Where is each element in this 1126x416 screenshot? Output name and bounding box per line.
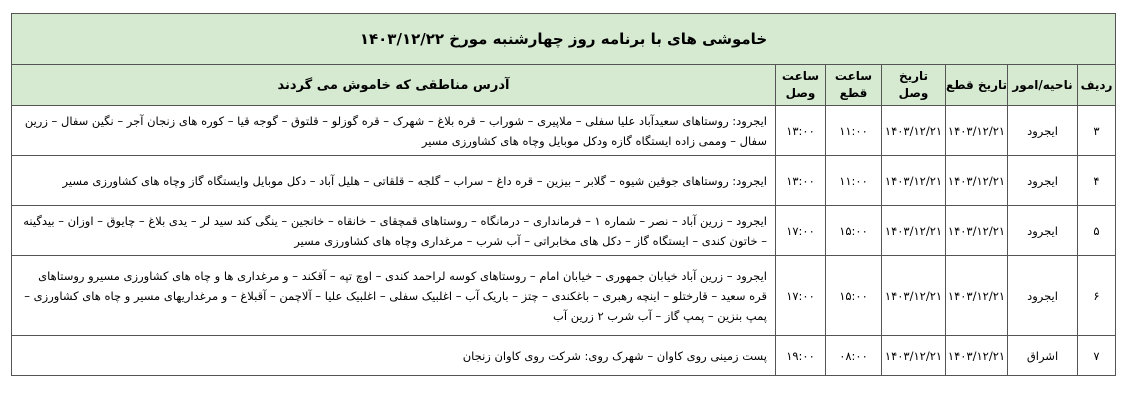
table-row — [12, 256, 1116, 336]
table-row — [12, 156, 1116, 206]
cell-row-no: ۳ — [1078, 106, 1116, 156]
header-connect-date: تاریخ وصل — [882, 65, 946, 106]
cell-area: ایجرود — [1008, 106, 1078, 156]
cell-cut-time: ۱۱:۰۰ — [826, 156, 882, 206]
table-row — [12, 106, 1116, 156]
cell-connect-time: ۱۳:۰۰ — [776, 156, 826, 206]
cell-address: ایجرود: روستاهای سعیدآباد علیا سفلی – ملاپیری – شوراب – قره بلاغ – شهرک – قره گوزلو – قلتوق – گوجه قیا – کوره های زنجان آجر – نگین سفال – زرین سفال – وممی زاده ایستگاه گازه ودکل موبایل وچاه های کشاورزی مسیر — [12, 106, 776, 156]
cell-connect-date: ۱۴۰۳/۱۲/۲۱ — [882, 106, 946, 156]
header-area: ناحیه/امور — [1008, 65, 1078, 106]
outage-table-container — [11, 13, 1115, 376]
cell-address: ایجرود: روستاهای جوقین شیوه – گلابر – بیزین – قره داغ – سراب – گلجه – قلقاتی – هلیل آباد – دکل موبایل وایستگاه گاز وچاه های کشاورزی مسیر — [12, 156, 776, 206]
header-cut-time: ساعت قطع — [826, 65, 882, 106]
cell-row-no: ۶ — [1078, 256, 1116, 336]
cell-cut-date: ۱۴۰۳/۱۲/۲۱ — [946, 106, 1008, 156]
cell-area: ایجرود — [1008, 256, 1078, 336]
cell-connect-date: ۱۴۰۳/۱۲/۲۱ — [882, 336, 946, 376]
table-row — [12, 336, 1116, 376]
cell-connect-date: ۱۴۰۳/۱۲/۲۱ — [882, 256, 946, 336]
header-row-no: ردیف — [1078, 65, 1116, 106]
cell-cut-time: ۱۱:۰۰ — [826, 106, 882, 156]
cell-connect-time: ۱۷:۰۰ — [776, 206, 826, 256]
cell-connect-time: ۱۷:۰۰ — [776, 256, 826, 336]
cell-cut-time: ۱۵:۰۰ — [826, 206, 882, 256]
table-title: خاموشی های با برنامه روز چهارشنبه مورخ ۱۴۰۳/۱۲/۲۲ — [12, 14, 1116, 65]
cell-cut-time: ۱۵:۰۰ — [826, 256, 882, 336]
cell-area: ایجرود — [1008, 156, 1078, 206]
cell-cut-date: ۱۴۰۳/۱۲/۲۱ — [946, 336, 1008, 376]
cell-row-no: ۵ — [1078, 206, 1116, 256]
outage-schedule-table — [11, 13, 1116, 376]
cell-row-no: ۷ — [1078, 336, 1116, 376]
title-row — [12, 14, 1116, 65]
cell-cut-time: ۰۸:۰۰ — [826, 336, 882, 376]
header-row — [12, 65, 1116, 106]
cell-cut-date: ۱۴۰۳/۱۲/۲۱ — [946, 206, 1008, 256]
cell-connect-date: ۱۴۰۳/۱۲/۲۱ — [882, 206, 946, 256]
cell-cut-date: ۱۴۰۳/۱۲/۲۱ — [946, 156, 1008, 206]
table-row — [12, 206, 1116, 256]
header-address: آدرس مناطقی که خاموش می گردند — [12, 65, 776, 106]
cell-cut-date: ۱۴۰۳/۱۲/۲۱ — [946, 256, 1008, 336]
cell-connect-date: ۱۴۰۳/۱۲/۲۱ — [882, 156, 946, 206]
header-connect-time: ساعت وصل — [776, 65, 826, 106]
cell-address: ایجرود – زرین آباد – نصر – شماره ۱ – فرمانداری – درمانگاه – روستاهای قمچقای – خانقاه – خانجین – ینگی کند سید لر – یدی بلاغ – چایوق – اوزان – بیدگینه – خاتون کندی – ایستگاه گاز – دکل های مخابراتی – آب شرب – مرغداری وچاه های کشاورزی مسیر — [12, 206, 776, 256]
cell-row-no: ۴ — [1078, 156, 1116, 206]
cell-address: پست زمینی روی کاوان – شهرک روی: شرکت روی کاوان زنجان — [12, 336, 776, 376]
header-cut-date: تاریخ قطع — [946, 65, 1008, 106]
cell-area: ایجرود — [1008, 206, 1078, 256]
cell-connect-time: ۱۹:۰۰ — [776, 336, 826, 376]
cell-area: اشراق — [1008, 336, 1078, 376]
cell-address: ایجرود – زرین آباد خیابان جمهوری – خیابان امام – روستاهای کوسه لراحمد کندی – اوچ تپه – آقکند – و مرغداری ها و چاه های کشاورزی مسیرو روستاهای قره سعید – قارختلو – اینچه رهبری – باغکندی – چتز – باریک آب – اغلبیک سفلی – اغلبیک علیا – آلاچمن – آقبلاغ – و مرغداریهای مسیر و چاه های کشاورزی – پمپ بنزین – پمپ گاز – آب شرب ۲ زرین آب — [12, 256, 776, 336]
cell-connect-time: ۱۳:۰۰ — [776, 106, 826, 156]
